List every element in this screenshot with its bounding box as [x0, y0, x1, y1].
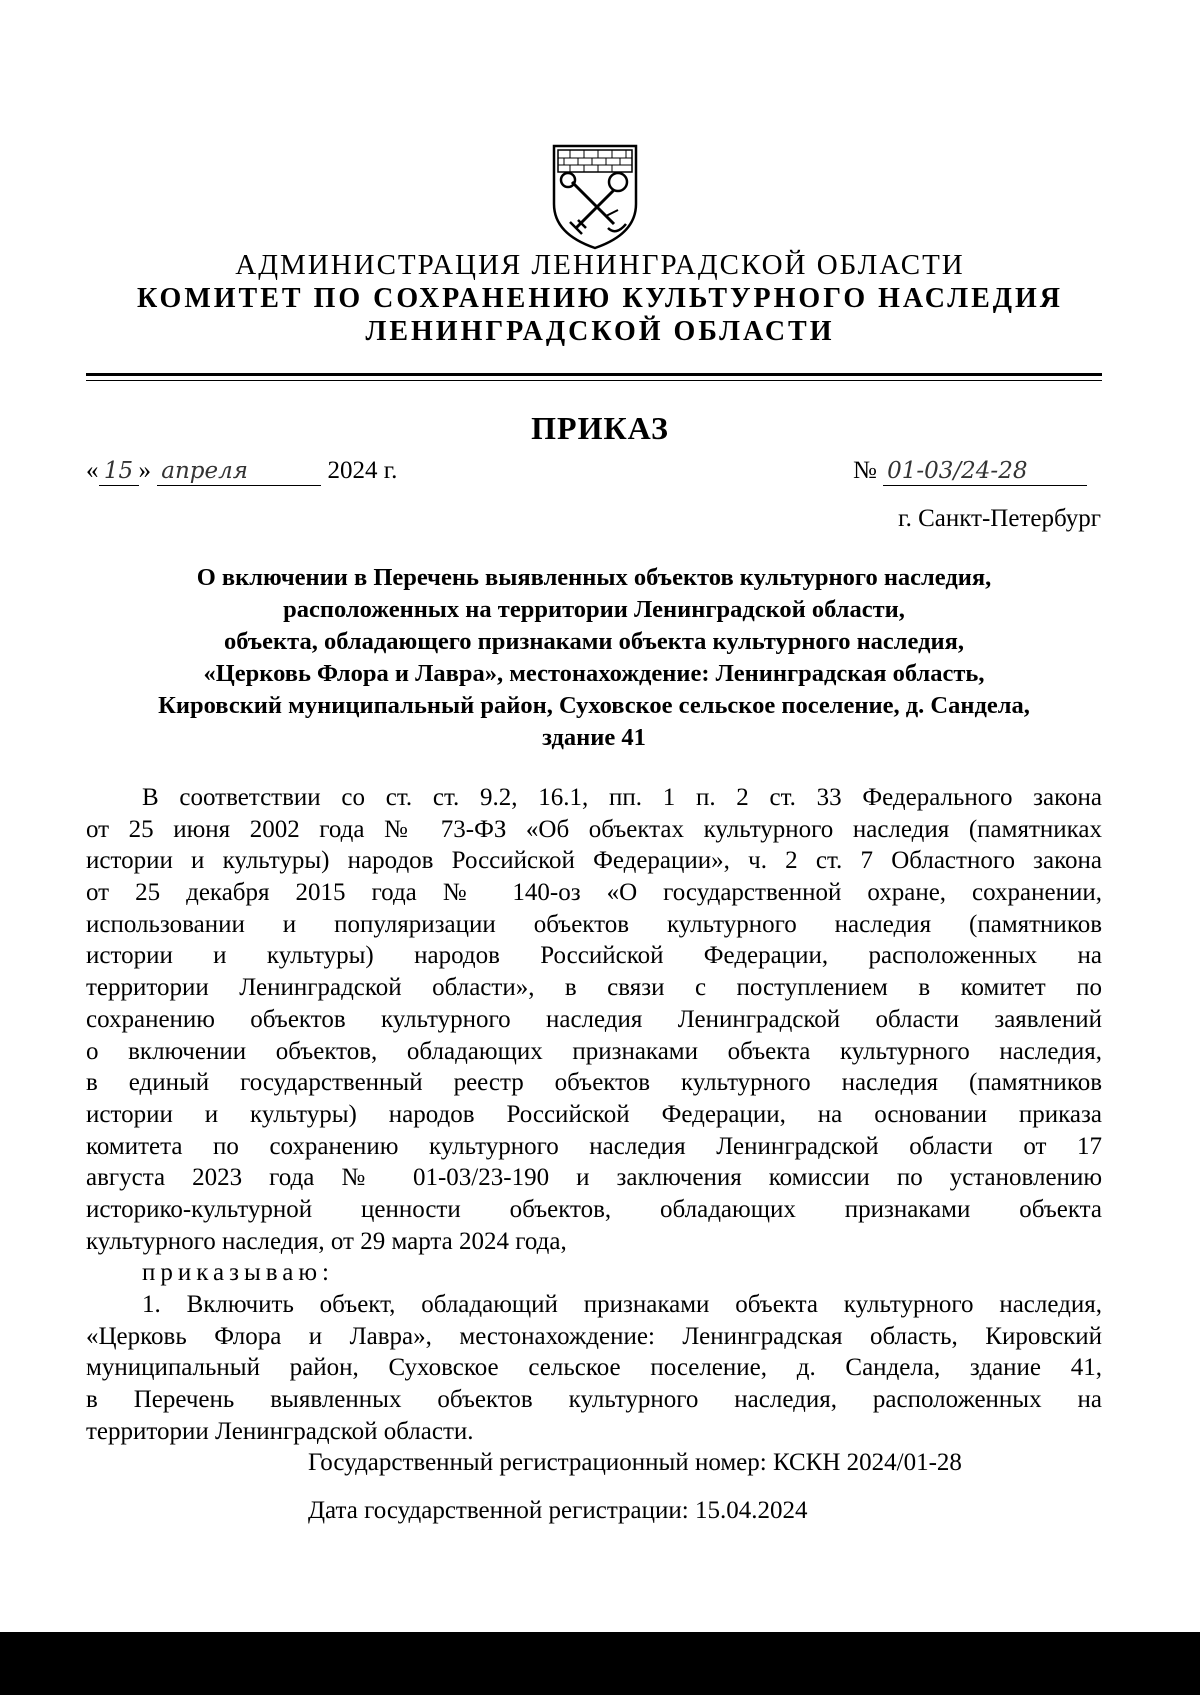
document-body	[86, 782, 1102, 1447]
issuer-committee: КОМИТЕТ ПО СОХРАНЕНИЮ КУЛЬТУРНОГО НАСЛЕДИЯ	[136, 283, 1064, 314]
date-month: апреля	[157, 457, 321, 486]
item-line: территории Ленинградской области.	[86, 1417, 474, 1445]
preamble-line: культурного наследия, от 29 марта 2024 года,	[86, 1227, 567, 1255]
document-number	[853, 457, 1087, 486]
document-subject	[86, 562, 1102, 754]
preamble-line: от 25 июня 2002 года № 73-ФЗ «Об объектах культурного наследия (памятниках	[86, 815, 1102, 843]
coat-of-arms-icon	[548, 138, 642, 252]
subject-line: расположенных на территории Ленинградской области,	[283, 596, 905, 623]
preamble-line: в единый государственный реестр объектов культурного наследия (памятников	[86, 1069, 1102, 1097]
scan-border	[0, 1632, 1200, 1695]
order-word: приказываю:	[142, 1259, 334, 1287]
number-label: №	[853, 457, 877, 484]
item-line: «Церковь Флора и Лавра», местонахождение: Ленинградская область, Кировский	[86, 1322, 1102, 1350]
subject-line: Кировский муниципальный район, Суховское сельское поселение, д. Сандела,	[158, 692, 1030, 719]
document-city: г. Санкт-Петербург	[898, 505, 1101, 532]
document-type-title: ПРИКАЗ	[531, 410, 669, 446]
subject-line: О включении в Перечень выявленных объектов культурного наследия,	[196, 564, 992, 591]
subject-line: «Церковь Флора и Лавра», местонахождение: Ленинградская область,	[203, 660, 985, 687]
item-line: 1. Включить объект, обладающий признаками объекта культурного наследия,	[142, 1291, 1102, 1318]
preamble-line: августа 2023 года № 01-03/23-190 и заключения комиссии по установлению	[86, 1164, 1102, 1192]
date-day: 15	[99, 457, 139, 486]
preamble-line: истории и культуры) народов Российской Федерации», ч. 2 ст. 7 Областного закона	[86, 847, 1102, 875]
header-divider	[86, 373, 1102, 376]
preamble-line: историко-культурной ценности объектов, обладающих признаками объекта	[86, 1195, 1102, 1223]
subject-line: здание 41	[542, 724, 646, 751]
preamble-line: от 25 декабря 2015 года № 140-оз «О государственной охране, сохранении,	[86, 879, 1102, 907]
preamble-line: комитета по сохранению культурного наследия Ленинградской области от 17	[86, 1132, 1102, 1160]
date-open-quote: «	[86, 457, 99, 484]
number-value: 01-03/24-28	[883, 457, 1087, 486]
item-line: муниципальный район, Суховское сельское поселение, д. Сандела, здание 41,	[86, 1354, 1102, 1382]
preamble-line: о включении объектов, обладающих признаками объекта культурного наследия,	[86, 1037, 1102, 1065]
date-close-quote: »	[138, 457, 151, 484]
preamble-line: использовании и популяризации объектов культурного наследия (памятников	[86, 910, 1102, 938]
registration-number: Государственный регистрационный номер: КСКН 2024/01-28	[308, 1449, 962, 1476]
preamble-line: истории и культуры) народов Российской Федерации, на основании приказа	[86, 1100, 1102, 1128]
item-line: в Перечень выявленных объектов культурного наследия, расположенных на	[86, 1386, 1102, 1414]
preamble-line: В соответствии со ст. ст. 9.2, 16.1, пп. 1 п. 2 ст. 33 Федерального закона	[142, 784, 1102, 811]
issuer-administration: АДМИНИСТРАЦИЯ ЛЕНИНГРАДСКОЙ ОБЛАСТИ	[235, 249, 965, 281]
preamble-line: территории Ленинградской области», в связи с поступлением в комитет по	[86, 974, 1102, 1002]
header-divider-thin	[86, 380, 1102, 381]
preamble-line: истории и культуры) народов Российской Федерации, расположенных на	[86, 942, 1102, 970]
registration-date: Дата государственной регистрации: 15.04.2024	[308, 1497, 808, 1524]
document-date	[86, 457, 397, 486]
preamble-line: сохранению объектов культурного наследия Ленинградской области заявлений	[86, 1005, 1102, 1033]
date-year: 2024 г.	[327, 457, 398, 484]
issuer-region: ЛЕНИНГРАДСКОЙ ОБЛАСТИ	[365, 316, 835, 347]
subject-line: объекта, обладающего признаками объекта культурного наследия,	[223, 628, 964, 655]
